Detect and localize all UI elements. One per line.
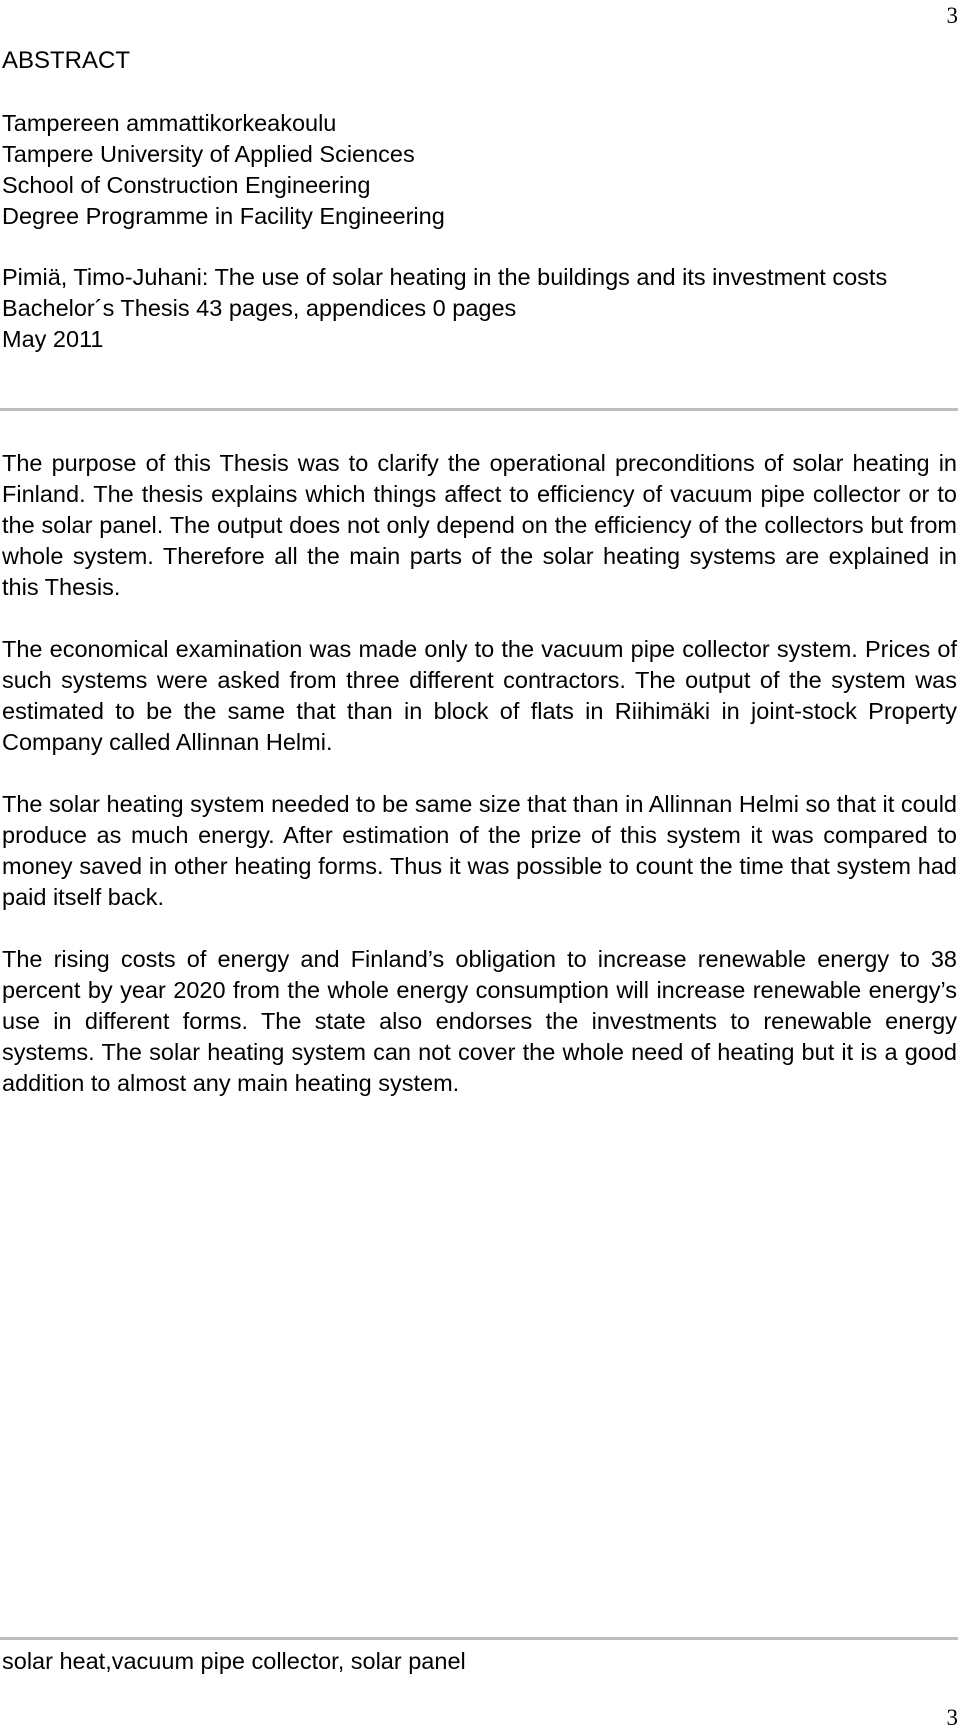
page-number-top: 3 xyxy=(946,3,958,28)
thesis-info-block xyxy=(2,262,957,355)
author-and-title: Pimiä, Timo-Juhani: The use of solar heating in the buildings and its investment costs xyxy=(2,264,888,290)
abstract-paragraph-2: The economical examination was made only to the vacuum pipe collector system. Prices of such systems were asked from three different contractors. The output of the system was estimated to be the same that than in block of flats in Riihimäki in joint-stock Property Company called Allinnan Helmi. xyxy=(2,636,957,755)
abstract-paragraph-1: The purpose of this Thesis was to clarify the operational preconditions of solar heating in Finland. The thesis explains which things affect to efficiency of vacuum pipe collector or to the solar panel. The output does not only depend on the efficiency of the collectors but from whole system. Therefore all the main parts of the solar heating systems are explained in this Thesis. xyxy=(2,450,957,600)
institution-name-english: Tampere University of Applied Sciences xyxy=(2,141,415,167)
top-divider xyxy=(0,408,958,411)
abstract-body xyxy=(2,448,957,1130)
bottom-divider xyxy=(0,1637,958,1640)
abstract-paragraph-3: The solar heating system needed to be same size that than in Allinnan Helmi so that it could produce as much energy. After estimation of the prize of this system it was compared to money saved in other heating forms. Thus it was possible to count the time that system had paid itself back. xyxy=(2,791,957,910)
abstract-paragraph-4: The rising costs of energy and Finland’s obligation to increase renewable energy to 38 percent by year 2020 from the whole energy consumption will increase renewable energy’s use in different forms. The state also endorses the investments to renewable energy systems. The solar heating system can not cover the whole need of heating but it is a good addition to almost any main heating system. xyxy=(2,946,957,1096)
institution-name-finnish: Tampereen ammattikorkeakoulu xyxy=(2,110,337,136)
keywords: solar heat,vacuum pipe collector, solar panel xyxy=(2,1648,466,1674)
school-name: School of Construction Engineering xyxy=(2,172,371,198)
abstract-heading: ABSTRACT xyxy=(2,47,131,74)
page-number-bottom: 3 xyxy=(946,1705,958,1730)
thesis-details: Bachelor´s Thesis 43 pages, appendices 0 pages xyxy=(2,295,517,321)
degree-programme: Degree Programme in Facility Engineering xyxy=(2,203,445,229)
institution-block xyxy=(2,108,957,232)
thesis-date: May 2011 xyxy=(2,326,104,352)
